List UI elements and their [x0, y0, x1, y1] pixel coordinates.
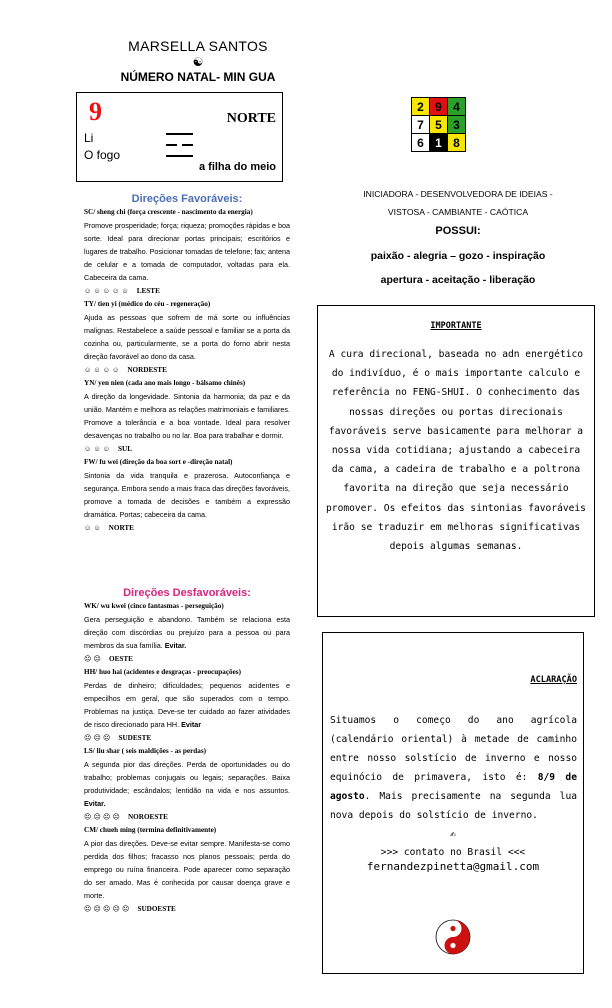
unfavorable-heading: Direções Desfavoráveis:: [123, 587, 251, 599]
importante-box: [317, 305, 595, 617]
direction-entry-text: A direção da longevidade. Sintonia da harmonia; da paz e da união. Mantém e melhora as relações matrimoniais e familiares. Promove a tolerância e a boa vontade. Ideal para resolver desavenças no trabalho ou no lar. Boa para trabalhar e dormir.: [84, 392, 290, 440]
lo-shu-cell: 3: [448, 116, 466, 134]
traits-block: [308, 185, 608, 221]
contact-label: >>> contato no Brasil <<<: [380, 847, 526, 858]
writing-hand-icon: ✍: [449, 829, 457, 840]
direction-entry-text: Sintonia da vida tranquila e prazerosa. Autoconfiança e segurança. Embora sendo a mais fraca das direções favoráveis, promove a tomada de decisões e também a expressão dramática. Portas; cabeceira da cama.: [84, 471, 290, 519]
direction-entry-title: HH/ huo hai (acidentes e desgraças - preocupações): [84, 668, 241, 676]
direction-name: NORDESTE: [127, 366, 167, 374]
direction-rating: ☺ ☺ NORTE: [84, 523, 134, 532]
natal-number-box: [76, 92, 283, 182]
aclaracao-date: 8/9 de agosto: [330, 772, 577, 802]
lo-shu-row: [412, 134, 466, 152]
aclaracao-box: [322, 632, 584, 974]
direction-entry-title: WK/ wu kwei (cinco fantasmas - perseguição): [84, 602, 224, 610]
aclaracao-text: Situamos o começo do ano agrícola (calendário oriental) à metade de caminho entre nosso solstício de inverno e nosso equinócio de primavera, isto é: 8/9 de agosto. Mais precisamente na segunda lua nova depois do solstício de inverno.: [330, 715, 577, 821]
lo-shu-row: [412, 98, 466, 116]
natal-direction: NORTE: [226, 111, 276, 126]
direction-rating: ☺ ☺ ☺ ☺ ☺ LESTE: [84, 286, 160, 295]
direction-entry-title: CM/ chueh ming (termina definitivamente): [84, 826, 217, 834]
natal-number-title: NÚMERO NATAL- MIN GUA: [120, 70, 276, 84]
lo-shu-cell: 7: [412, 116, 430, 134]
aclaracao-title: ACLARAÇÃO: [530, 675, 577, 685]
avoid-warning: Evitar.: [84, 799, 106, 808]
direction-name: SUL: [118, 445, 132, 453]
natal-number: 9: [89, 97, 102, 126]
direction-name: OESTE: [108, 655, 133, 663]
direction-name: LESTE: [136, 287, 160, 295]
direction-rating: ☺ ☺ ☺ ☺ NORDESTE: [84, 365, 167, 374]
direction-entry-title: LS/ liu shar ( seis maldições - as perdas): [84, 747, 207, 755]
direction-entry-text: Gera perseguição e abandono. Também se relaciona esta direção com discórdias ou prejuízo para a pessoa ou para membros da sua família. Evitar.: [84, 615, 290, 650]
direction-entry-text: Perdas de dinheiro; dificuldades; pequenos acidentes e empecilhos em geral, que são superados com o tempo. Problemas na justiça. Deve-se ter cuidado ao fazer atividades de risco direcionado para HH. Evitar: [84, 681, 290, 729]
contact-email[interactable]: fernandezpinetta@gmail.com: [366, 860, 540, 873]
direction-entry-title: YN/ yen nien (cada ano mais longo - bálsamo chinês): [84, 379, 246, 387]
direction-entry-title: SC/ sheng chi (força crescente - nascimento da energia): [84, 208, 253, 216]
lo-shu-cell: 4: [448, 98, 466, 116]
unfavorable-directions: [84, 587, 290, 916]
direction-rating: ☹ ☹ ☹ ☹ ☹ SUDOESTE: [84, 904, 176, 913]
favorable-heading: Direções Favoráveis:: [131, 193, 243, 205]
traits-line-1: INICIADORA - DESENVOLVEDORA DE IDEIAS -: [363, 189, 553, 199]
avoid-warning: Evitar.: [164, 641, 187, 650]
family-member: a filha do meio: [198, 161, 276, 173]
lo-shu-cell: 2: [412, 98, 430, 116]
traits-line-2: VISTOSA - CAMBIANTE - CAÓTICA: [387, 207, 529, 217]
lo-shu-cell: 1: [430, 134, 448, 152]
direction-name: SUDESTE: [118, 734, 152, 742]
direction-entry-title: TY/ tien yi (médico do céu - regeneração): [84, 300, 211, 308]
direction-rating: ☹ ☹ OESTE: [84, 654, 133, 663]
person-name: MARSELLA SANTOS: [128, 38, 268, 54]
direction-entry-text: A segunda pior das direções. Perda de oportunidades ou do trabalho; problemas conjugais ou legais; separações. Baixa produtividade; escândalos; lentidão na vida e nos assuntos. Evitar.: [84, 760, 290, 808]
qualities-line-2: apertura - aceitação - liberação: [380, 274, 536, 286]
yin-yang-logo-icon: [435, 919, 471, 955]
direction-rating: ☹ ☹ ☹ SUDESTE: [84, 733, 152, 742]
direction-name: SUDOESTE: [137, 905, 176, 913]
importante-text: A cura direcional, baseada no adn energético do indivíduo, é o mais importante calculo e referência no FENG-SHUI. O conhecimento das nossas direções ou portas direcionais favoráveis serve basicamente para melhorar a nossa vida cotidiana; ajustando a cabeceira da cama, a cadeira de trabalho e a poltrona favorita na direção que seja necessário promover. Os efeitos das sintonias favoráveis irão se traduzir em melhoras significativas depois algumas semanas.: [326, 349, 586, 553]
yin-yang-icon: ☯: [192, 55, 204, 69]
direction-name: NORTE: [108, 524, 134, 532]
direction-entry-text: Promove prosperidade; força; riqueza; promoções rápidas e boa sorte. Ideal para direcionar portas principais; escritórios e lugares de trabalho. Posicionar tomadas de telefone; fax; antena de celular e a tomada de computador, voltadas para ela. Cabeceira da cama.: [84, 221, 290, 282]
lo-shu-cell: 8: [448, 134, 466, 152]
direction-name: NOROESTE: [127, 813, 168, 821]
lo-shu-cell: 5: [430, 116, 448, 134]
lo-shu-cell: 6: [412, 134, 430, 152]
direction-rating: ☺ ☺ ☺ SUL: [84, 444, 132, 453]
direction-entry-title: FW/ fu wei (direção da boa sort e -direção natal): [84, 458, 233, 466]
trigram-element: O fogo: [84, 148, 121, 162]
trigram-name: Li: [84, 131, 94, 145]
lo-shu-row: [412, 116, 466, 134]
direction-entry-text: A pior das direções. Deve-se evitar sempre. Manifesta-se como perdida dos filhos; fracasso nos planos pessoais; perda do emprego ou ruína financeira. Pode aparecer como separação do ser amado. Mas é conhecida por causar doença grave e morte.: [84, 839, 290, 900]
avoid-warning: Evitar: [181, 720, 202, 729]
qualities-line-1: paixão - alegria – gozo - inspiração: [370, 250, 546, 262]
direction-entry-text: Ajuda as pessoas que sofrem de má sorte ou influências malignas. Restabelece a saúde pessoal e familiar se a porta da cozinha ou, particularmente, se a porta do forno abrir nesta direção favorável ao dono da casa.: [84, 313, 290, 361]
favorable-directions: [84, 193, 290, 535]
possui-heading: POSSUI:: [435, 225, 481, 237]
direction-rating: ☹ ☹ ☹ ☹ NOROESTE: [84, 812, 168, 821]
lo-shu-cell: 9: [430, 98, 448, 116]
lo-shu-grid: [411, 97, 466, 152]
importante-title: IMPORTANTE: [430, 321, 482, 331]
